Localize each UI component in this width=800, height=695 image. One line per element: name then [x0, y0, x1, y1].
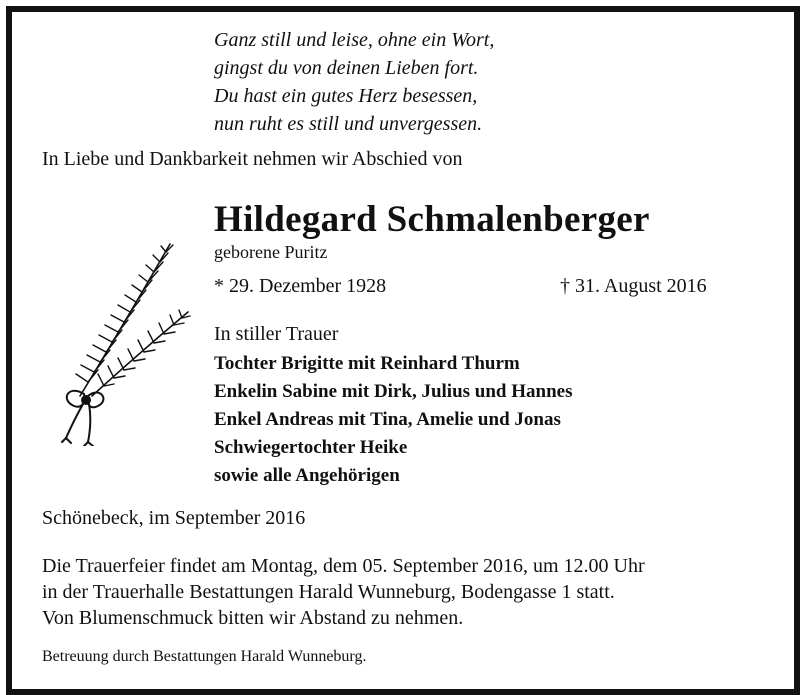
poem-line: nun ruht es still und unvergessen.: [214, 113, 483, 135]
mourner-entry: Tochter Brigitte mit Reinhard Thurm: [214, 353, 520, 374]
mourner-entry: Enkel Andreas mit Tina, Amelie und Jonas: [214, 409, 561, 430]
mourners-list: [214, 350, 573, 490]
poem: [214, 26, 494, 138]
birth-date: * 29. Dezember 1928: [214, 275, 387, 297]
obituary-frame: [6, 6, 800, 695]
deceased-name: Hildegard Schmalenberger: [214, 199, 650, 240]
death-date: † 31. August 2016: [560, 275, 707, 297]
fir-branch-with-ribbon-icon: [48, 224, 196, 446]
care-note: Betreuung durch Bestattungen Harald Wunneburg.: [42, 648, 367, 665]
poem-line: Du hast ein gutes Herz besessen,: [214, 85, 478, 107]
mourner-entry: sowie alle Angehörigen: [214, 465, 400, 486]
mourners-intro: In stiller Trauer: [214, 323, 339, 345]
mourner-entry: Schwiegertochter Heike: [214, 437, 408, 458]
place-date: Schönebeck, im September 2016: [42, 507, 306, 529]
farewell-intro: In Liebe und Dankbarkeit nehmen wir Abschied von: [42, 148, 463, 170]
mourner-entry: Enkelin Sabine mit Dirk, Julius und Hannes: [214, 381, 573, 402]
birth-name: geborene Puritz: [214, 242, 328, 262]
poem-line: Ganz still und leise, ohne ein Wort,: [214, 29, 495, 51]
funeral-line: Von Blumenschmuck bitten wir Abstand zu nehmen.: [42, 607, 464, 629]
funeral-notice: [42, 553, 645, 631]
funeral-line: Die Trauerfeier findet am Montag, dem 05. September 2016, um 12.00 Uhr: [42, 555, 645, 577]
poem-line: gingst du von deinen Lieben fort.: [214, 57, 479, 79]
funeral-line: in der Trauerhalle Bestattungen Harald Wunneburg, Bodengasse 1 statt.: [42, 581, 615, 603]
